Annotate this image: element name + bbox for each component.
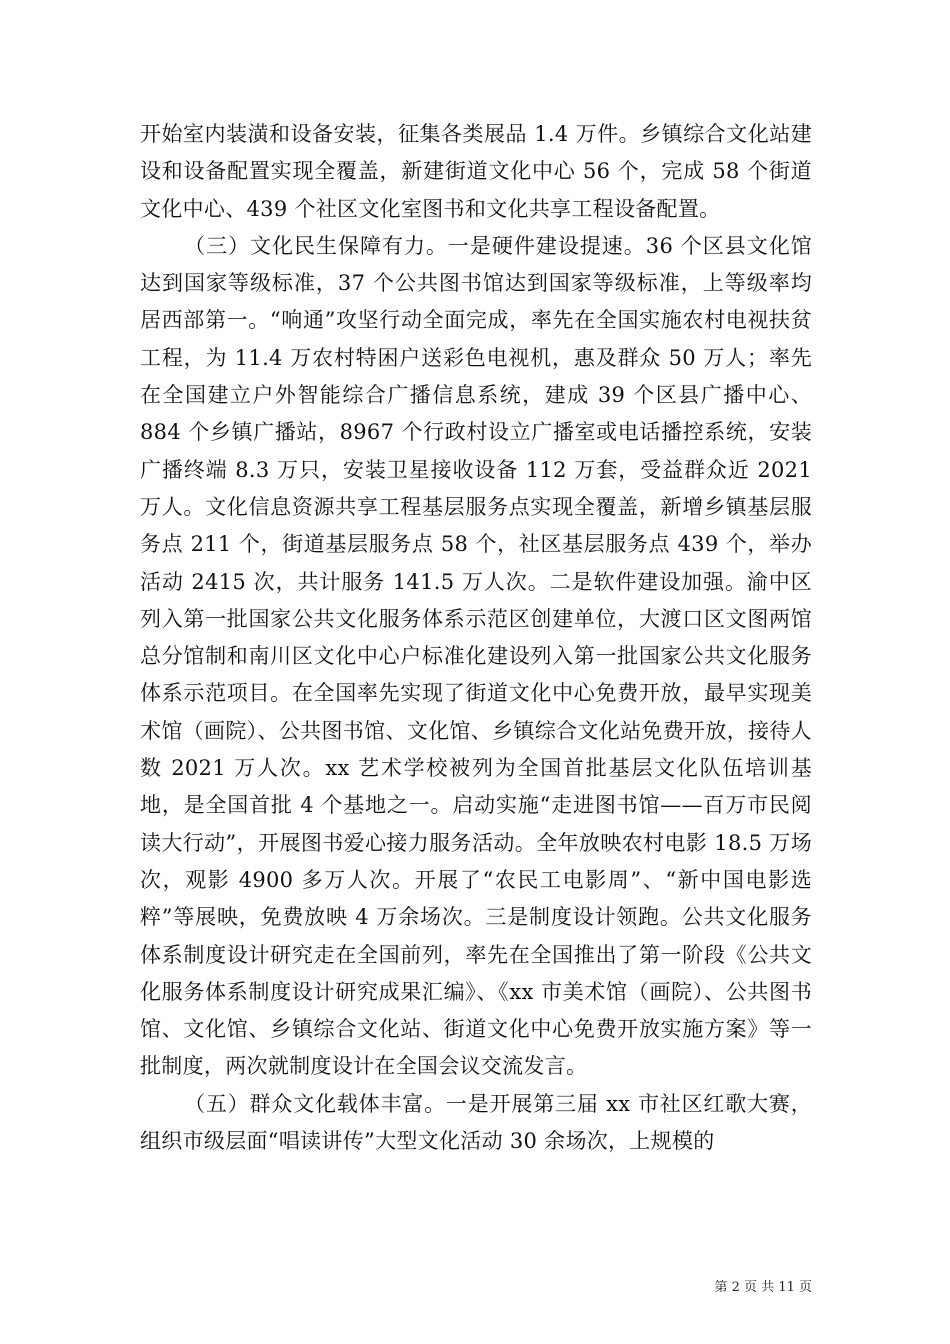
paragraph-section-five: （五）群众文化载体丰富。一是开展第三届 xx 市社区红歌大赛，组织市级层面“唱读讲传”大型文化活动 30 余场次，上规模的 — [140, 1091, 812, 1154]
paragraph-section-three: （三）文化民生保障有力。一是硬件建设提速。36 个区县文化馆达到国家等级标准，37 个公共图书馆达到国家等级标准，上等级率均居西部第一。“响通”攻坚行动全面完成，率先在全国实施农村电视扶贫工程，为 11.4 万农村特困户送彩色电视机，惠及群众 50 万人；率先在全国建立户外智能综合广播信息系统，建成 39 个区县广播中心、884 个乡镇广播站，8967 个行政村设立广播室或电话播控系统，安装广播终端 8.3 万只，安装卫星接收设备 112 万套，受益群众近 2021 万人。文化信息资源共享工程基层服务点实现全覆盖，新增乡镇基层服务点 211 个，街道基层服务点 58 个，社区基层服务点 439 个，举办活动 2415 次，共计服务 141.5 万人次。二是软件建设加强。渝中区列入第一批国家公共文化服务体系示范区创建单位，大渡口区文图两馆总分馆制和南川区文化中心户标准化建设列入第一批国家公共文化服务体系示范项目。在全国率先实现了街道文化中心免费开放，最早实现美术馆（画院）、公共图书馆、文化馆、乡镇综合文化站免费开放，接待人数 2021 万人次。xx 艺术学校被列为全国首批基层文化队伍培训基地，是全国首批 4 个基地之一。启动实施“走进图书馆——百万市民阅读大行动”，开展图书爱心接力服务活动。全年放映农村电影 18.5 万场次，观影 4900 多万人次。开展了“农民工电影周”、“新中国电影选粹”等展映，免费放映 4 万余场次。三是制度设计领跑。公共文化服务体系制度设计研究走在全国前列，率先在全国推出了第一阶段《公共文化服务体系制度设计研究成果汇编》、《xx 市美术馆（画院）、公共图书馆、文化馆、乡镇综合文化站、街道文化中心免费开放实施方案》等一批制度，两次就制度设计在全国会议交流发言。 — [140, 233, 812, 1079]
page-number-footer: 第 2 页 共 11 页 — [714, 1280, 812, 1295]
paragraph-continuation: 开始室内装潢和设备安装，征集各类展品 1.4 万件。乡镇综合文化站建设和设备配置实现全覆盖，新建街道文化中心 56 个，完成 58 个街道文化中心、439 个社区文化室图书和文化共享工程设备配置。 — [140, 122, 812, 221]
document-body — [140, 116, 812, 1160]
